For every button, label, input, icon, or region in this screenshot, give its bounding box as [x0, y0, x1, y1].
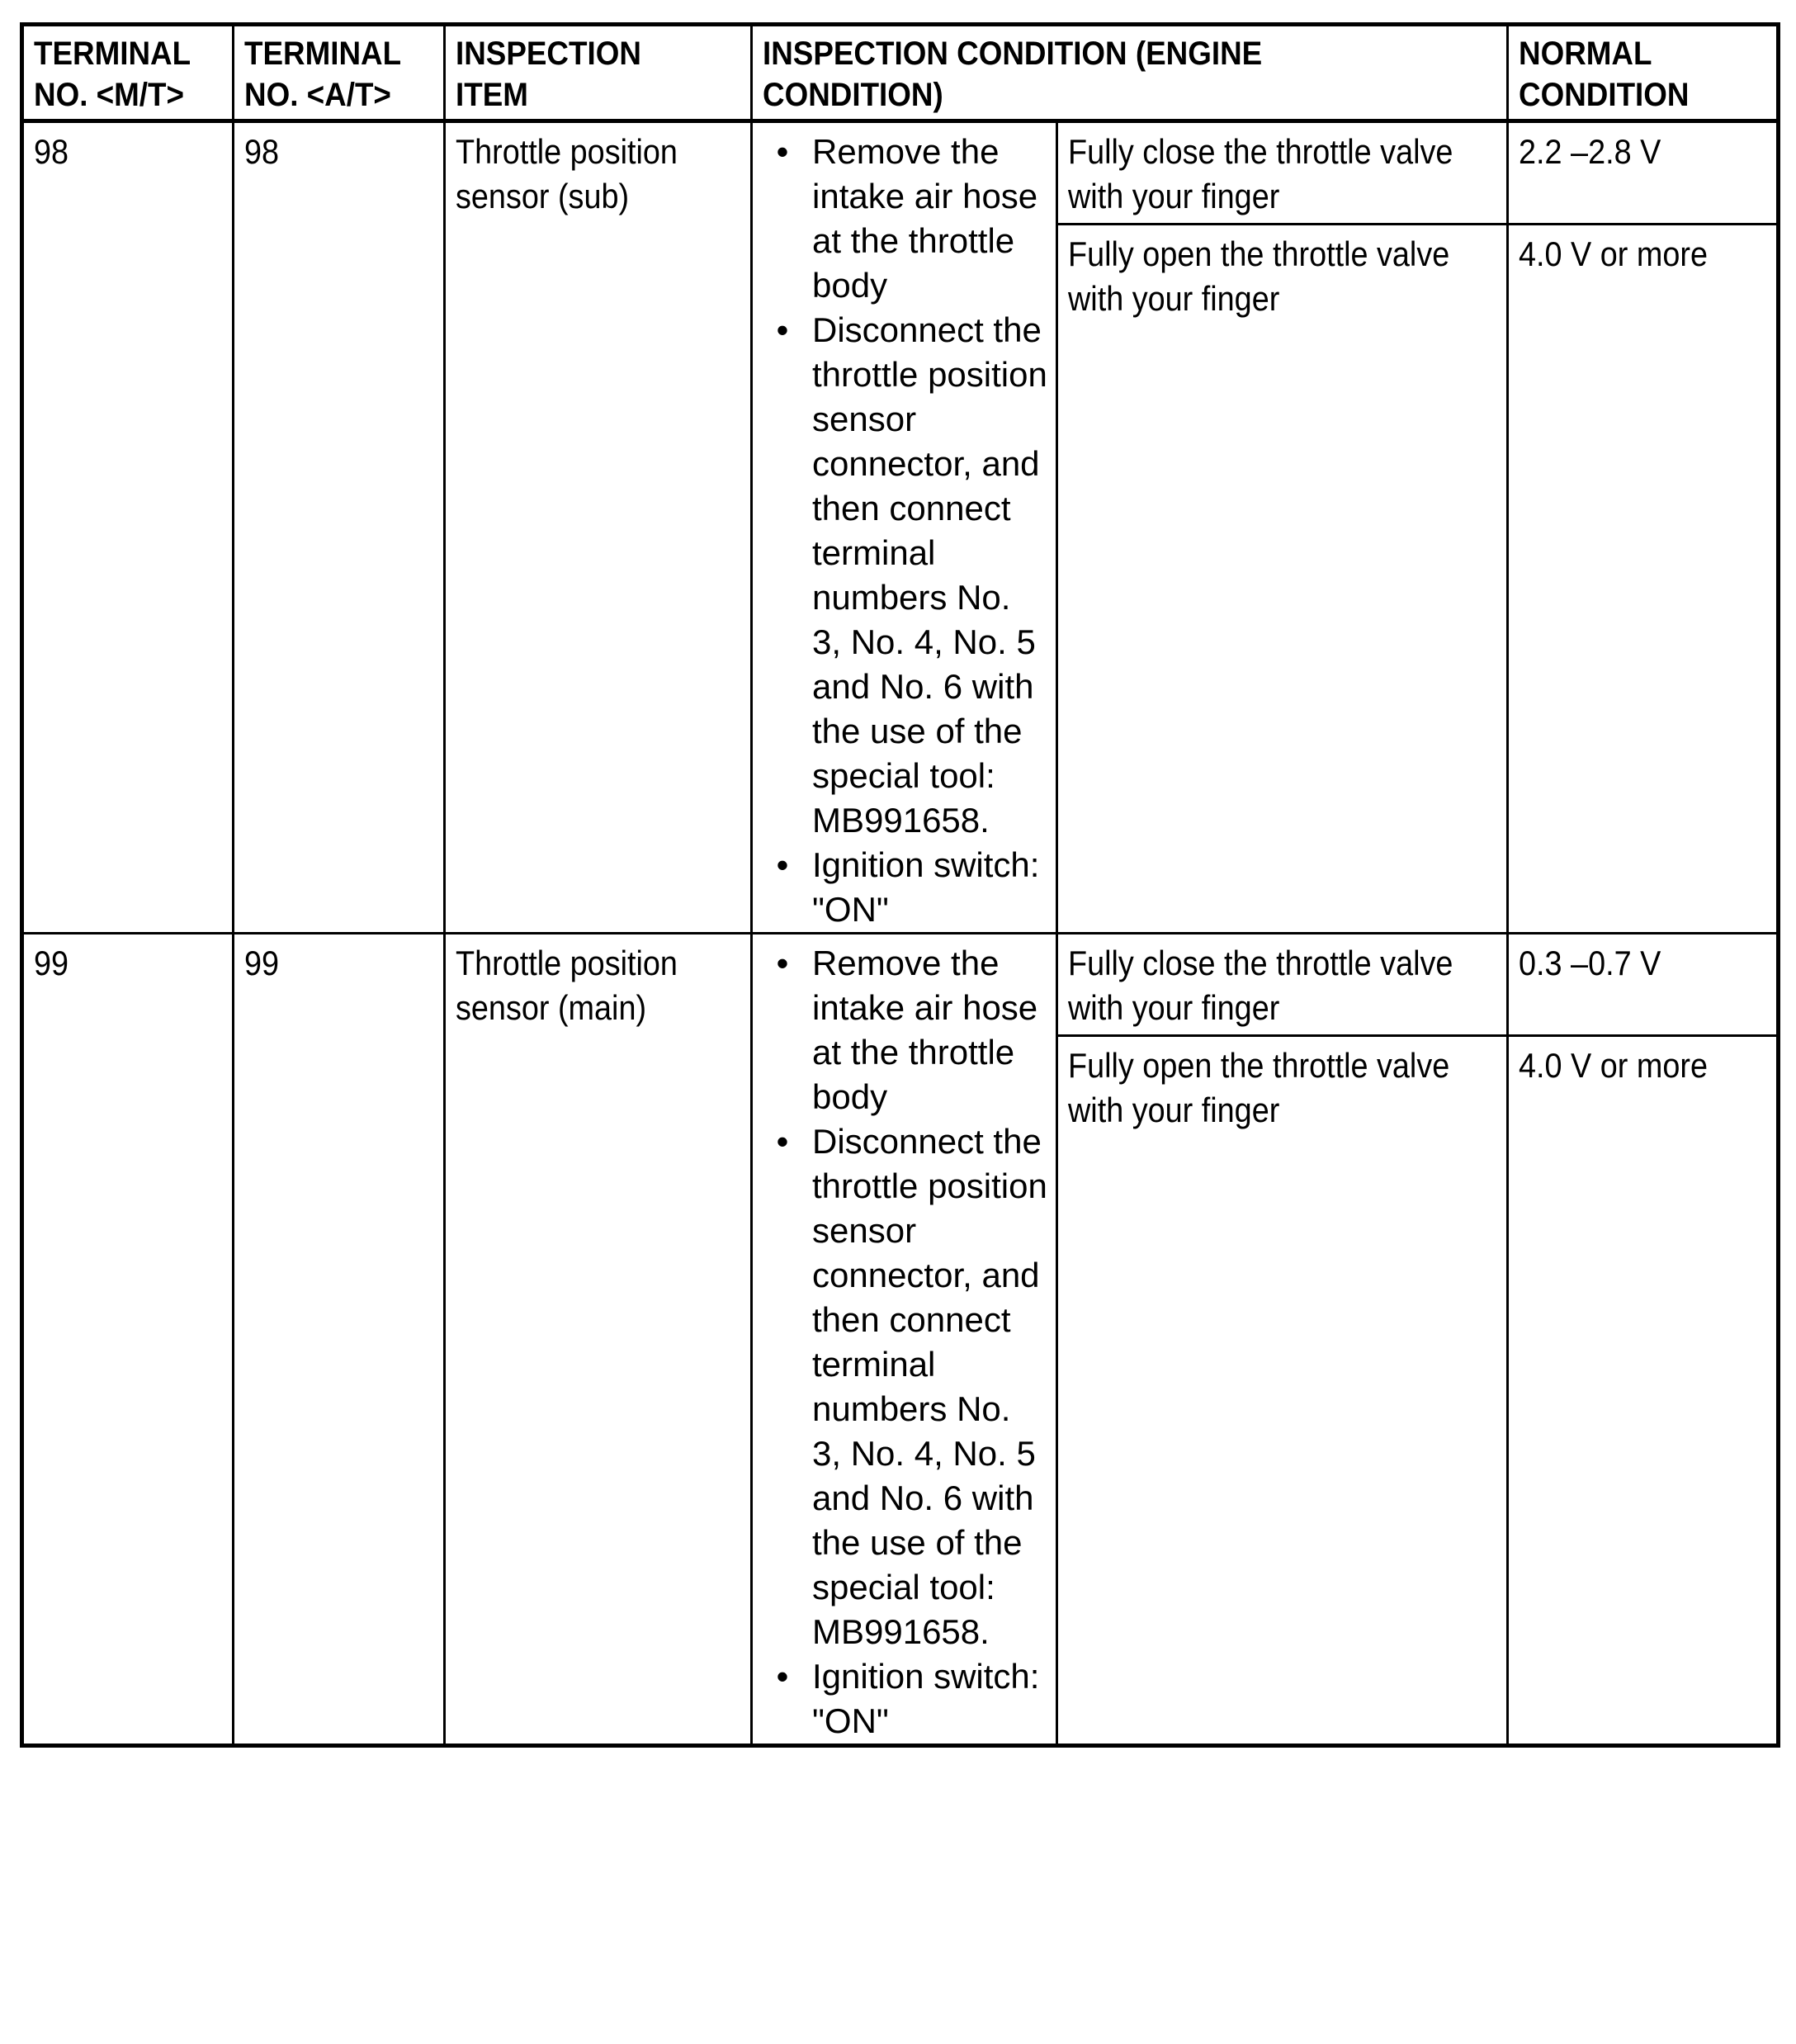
steps-list [763, 130, 1047, 932]
condition-cell: Fully close the throttle valve with your finger [1057, 934, 1508, 1036]
condition-cell: Fully open the throttle valve with your finger [1057, 225, 1508, 934]
terminal-mt-cell: 99 [22, 934, 234, 1746]
terminal-mt-cell: 98 [22, 121, 234, 934]
inspection-item-cell: Throttle position sensor (sub) [445, 121, 752, 934]
terminal-at-cell: 99 [234, 934, 445, 1746]
condition-cell: Fully open the throttle valve with your finger [1057, 1036, 1508, 1746]
normal-value-cell: 2.2 –2.8 V [1508, 121, 1779, 225]
step-item: • Remove the intake air hose at the throttle body [812, 130, 1047, 308]
bullet-icon: • [776, 845, 789, 884]
header-normal-condition: NORMAL CONDITION [1508, 25, 1779, 121]
inspection-table [20, 22, 1780, 1748]
terminal-at-cell: 98 [234, 121, 445, 934]
header-terminal-at: TERMINAL NO. <A/T> [234, 25, 445, 121]
normal-value-cell: 0.3 –0.7 V [1508, 934, 1779, 1036]
condition-cell: Fully close the throttle valve with your finger [1057, 121, 1508, 225]
step-item: • Ignition switch: "ON" [812, 843, 1047, 932]
header-inspection-condition: INSPECTION CONDITION (ENGINE CONDITION) [752, 25, 1508, 121]
bullet-icon: • [776, 1122, 789, 1161]
normal-value-cell: 4.0 V or more [1508, 225, 1779, 934]
step-item: • Remove the intake air hose at the throttle body [812, 941, 1047, 1119]
table-row [22, 121, 1779, 225]
step-item: • Disconnect the throttle position sensor connector, and then connect terminal numbers No. 3, No. 4, No. 5 and No. 6 with the use of the special tool: MB991658. [812, 1119, 1047, 1654]
inspection-item-cell: Throttle position sensor (main) [445, 934, 752, 1746]
header-terminal-mt: TERMINAL NO. <M/T> [22, 25, 234, 121]
step-item: • Ignition switch: "ON" [812, 1654, 1047, 1744]
normal-value-cell: 4.0 V or more [1508, 1036, 1779, 1746]
table-row [22, 934, 1779, 1036]
header-inspection-item: INSPECTION ITEM [445, 25, 752, 121]
bullet-icon: • [776, 310, 789, 349]
bullet-icon: • [776, 132, 789, 171]
steps-list [763, 941, 1047, 1744]
bullet-icon: • [776, 1657, 789, 1696]
inspection-steps-cell [752, 934, 1057, 1746]
table-header-row [22, 25, 1779, 121]
step-item: • Disconnect the throttle position sensor connector, and then connect terminal numbers No. 3, No. 4, No. 5 and No. 6 with the use of the special tool: MB991658. [812, 308, 1047, 843]
bullet-icon: • [776, 944, 789, 982]
inspection-steps-cell [752, 121, 1057, 934]
